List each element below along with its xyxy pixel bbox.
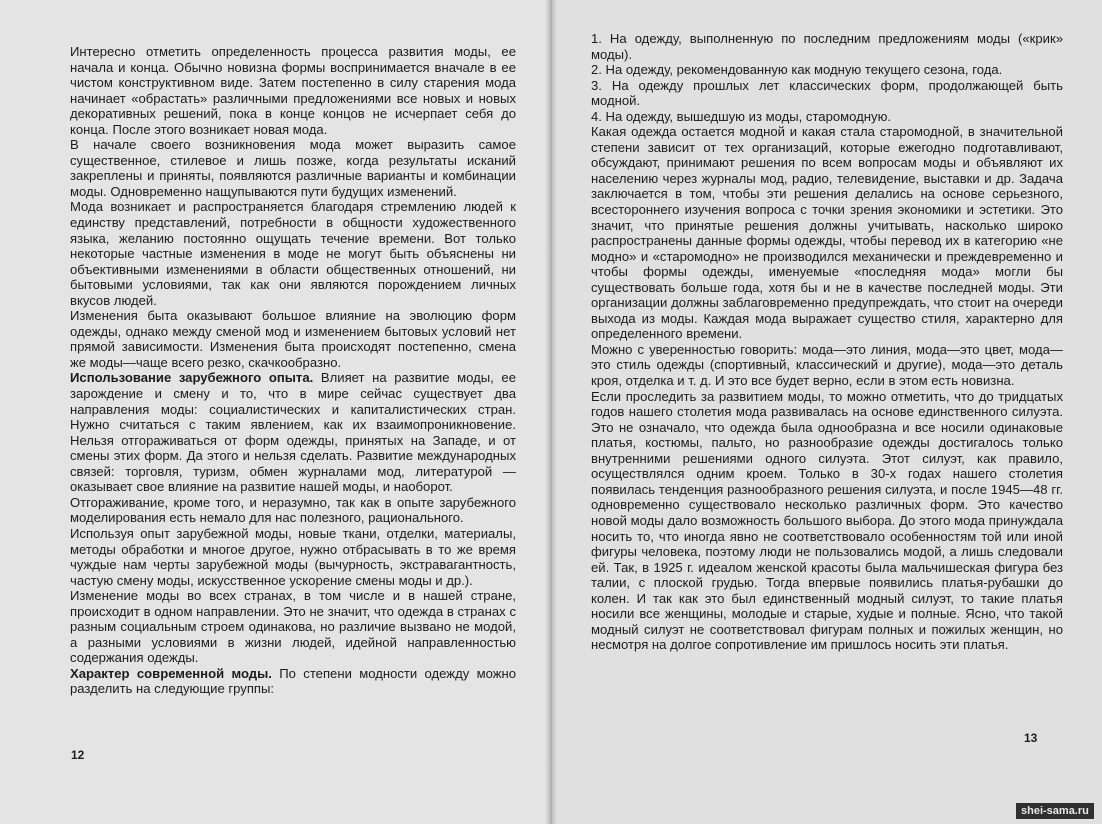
list-item: 2. На одежду, рекомендованную как модную текущего сезона, года.	[591, 62, 1003, 78]
left-page-text	[70, 44, 516, 697]
paragraph: Можно с уверенностью говорить: мода—это линия, мода—это цвет, мода—это стиль одежды (спортивный, классический и другие), мода—это деталь кроя, отделка и т. д. И это все будет верно, если в этом есть новизна.	[591, 341, 1063, 389]
paragraph: Изменения быта оказывают большое влияние на эволюцию форм одежды, однако между сменой мод и изменением бытовых условий нет прямой зависимости. Изменения быта происходят постепенно, смена же моды—чаще всего резко, скачкообразно.	[70, 308, 516, 370]
paragraph: Изменение моды во всех странах, в том числе и в нашей стране, происходит в одном направлении. Это не значит, что одежда в странах с разным социальным строем одинакова, но различие вызвано не модой, а разными условиями в жизни людей, идейной направленностью содержания одежды.	[70, 588, 516, 666]
paragraph: Используя опыт зарубежной моды, новые ткани, отделки, материалы, методы обработки и многое другое, нужно отбрасывать в то же время чуждые нам черты зарубежной моды (вычурность, экстравагантность, частую смену моды, искусственное ускорение смены моды и др.).	[70, 525, 516, 588]
paragraph: Какая одежда остается модной и какая стала старомодной, в значительной степени зависит от тех организаций, которые ежегодно подготавливают, обсуждают, принимают решения по всем вопросам моды и объявляют их населению через журналы мод, радио, телевидение, выставки и др. Задача заключается в том, чтобы эти решения делались на основе серьезного, всестороннего изучения вопроса с точки зрения экономики и эстетики. Это значит, что принятые решения должны учитывать, насколько широко распространены данные формы одежды, чтобы перевод их в категорию «не модно» и «старомодно» не производился механически и преждевременно и чтобы формы одежды, именуемые «последняя мода» могли бы существовать больше года, хотя бы и не в качестве последней моды. Эти организации должны заблаговременно предупреждать, что стоит на очереди выхода из моды. Каждая мода выражает существо стиля, характерно для определенного времени.	[591, 124, 1063, 342]
book-spine	[545, 0, 557, 824]
paragraph-body: По степени модности одежду можно разделить на следующие группы:	[70, 665, 516, 697]
paragraph: В начале своего возникновения мода может выразить самое существенное, стилевое и лишь позже, когда результаты исканий закреплены и приняты, появляются различные варианты и комбинации моды. Одновременно нащупываются пути будущих изменений.	[70, 137, 516, 199]
watermark: shei-sama.ru	[1016, 803, 1094, 819]
section-heading: Использование зарубежного опыта.	[70, 370, 314, 386]
paragraph	[70, 666, 516, 697]
page-number: 13	[1024, 731, 1038, 745]
page-number: 12	[71, 748, 85, 762]
list-item: 1. На одежду, выполненную по последним предложениям моды («крик» моды).	[591, 31, 1063, 62]
paragraph: Мода возникает и распространяется благодаря стремлению людей к единству представлений, потребности в общности художественного языка, желанию постоянно ощущать течение времени. Вот только некоторые частные изменения в моде не могут быть объяснены ни объективными изменениями в области общественных отношений, ни бытовыми условиями, так как они являются порождением личных вкусов людей.	[70, 199, 516, 308]
list-item: 3. На одежду прошлых лет классических форм, продолжающей быть модной.	[591, 77, 1063, 109]
paragraph-body: Влияет на развитие моды, ее зарождение и смену и то, что в мире сейчас существует два направления моды: социалистических и капиталистических стран. Нужно считаться с таким явлением, как их взаимопроникновение. Нельзя отгораживаться от форм одежды, принятых на Западе, и от смены этих форм. Да этого и нельзя сделать. Развитие международных связей: торговля, туризм, обмен журналами мод, литературой — оказывает свое влияние на развитие нашей моды, и наоборот.	[70, 370, 517, 495]
list-item: 4. На одежду, вышедшую из моды, старомодную.	[591, 108, 892, 124]
paragraph: Если проследить за развитием моды, то можно отметить, что до тридцатых годов нашего столетия мода развивалась на основе единственного силуэта. Это не означало, что одежда была однообразна и все носили одинаковые платья, костюмы, пальто, но разнообразие одежды достигалось только внутренними решениями одного силуэта. Этот силуэт, как правило, осуществлялся одним кроем. Только в 30-х годах нашего столетия появилась тенденция разнообразного решения силуэта, и после 1945—48 гг. одновременно существовало несколько различных форм. Это качество новой моды дало возможность большого выбора. До этого мода принуждала носить то, что иногда явно не соответствовало особенностям той или иной фигуры человека, поэтому люди не пользовались модой, а лишь следовали ей. Так, в 1925 г. идеалом женской красоты была мальчишеская фигура без талии, с плоской грудью. Тогда впервые появились платья-рубашки до колен. И так как это был единственный модный силуэт, то такие платья носили все женщины, молодые и старые, худые и полные. Ясно, что такой модный силуэт не соответствовал фигурам полных и пожилых женщин, но несмотря на долгое сопротивление им пришлось носить эти платья.	[591, 388, 1063, 653]
paragraph: Интересно отметить определенность процесса развития моды, ее начала и конца. Обычно новизна формы воспринимается вначале в ее чистом конструктивном виде. Затем постепенно в силу старения мода начинает «обрастать» различными предложениями все новых и новых декоративных решений, пока в конце концов не исчерпает себя до конца. После этого возникает новая мода.	[70, 44, 516, 137]
right-page-text	[591, 31, 1063, 653]
section-heading: Характер современной моды.	[70, 665, 272, 681]
paragraph: Отгораживание, кроме того, и неразумно, так как в опыте зарубежного моделирования есть немало для нас полезного, рационального.	[70, 494, 516, 526]
right-page	[551, 0, 1102, 824]
paragraph	[70, 370, 516, 494]
